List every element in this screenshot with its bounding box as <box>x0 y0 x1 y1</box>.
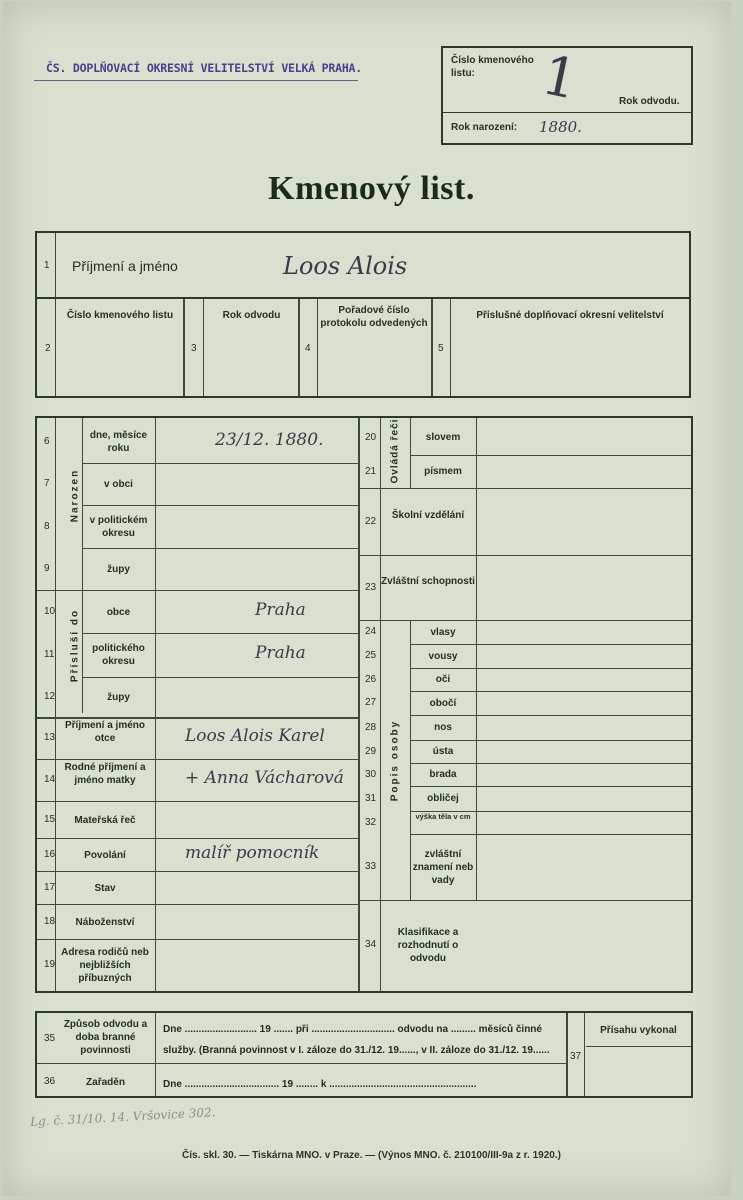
row-12-label: župy <box>107 692 130 703</box>
row-10-label: obce <box>106 606 131 618</box>
rok-odvodu-label: Rok odvodu. <box>619 96 680 107</box>
row-15-label: Mateřská řeč <box>74 814 136 826</box>
row-number: 24 <box>365 626 377 637</box>
row-28-label: nos <box>434 722 452 733</box>
row-26-label: oči <box>435 674 451 685</box>
velitelstvi-label: Příslušné doplňovací okresní velitelství <box>476 310 664 321</box>
row-32-label: výška těla v cm <box>415 811 471 821</box>
row-number: 9 <box>44 563 50 574</box>
row-6-value: 23/12. 1880. <box>215 429 324 450</box>
zarazen-label: Zařaděn <box>86 1077 125 1088</box>
r35-line2: služby. (Branná povinnost v I. záloze do 31./12. 19......, v II. záloze do 31./12. 19...... <box>163 1045 550 1056</box>
group-ovlada: Ovládá řeči <box>389 418 401 484</box>
row-number: 18 <box>44 915 56 927</box>
r35-line1: Dne .......................... 19 ....... při .............................. odvodu na ......... měsíců činné <box>163 1024 542 1035</box>
row-22-label: Školní vzdělání <box>391 509 465 521</box>
row-number: 12 <box>44 691 56 702</box>
footer-imprint: Čís. skl. 30. — Tiskárna MNO. v Praze. — (Výnos MNO. č. 210100/III-9a z r. 1920.) <box>182 1150 561 1161</box>
group-narozen: Narozen <box>69 468 81 523</box>
row-number: 28 <box>365 721 377 733</box>
row-number: 23 <box>365 581 377 593</box>
id-box <box>441 43 693 145</box>
row-7-label: v obci <box>104 479 133 490</box>
row-27-label: obočí <box>429 697 457 709</box>
row-16-label: Povolání <box>84 849 126 861</box>
cislo-label: Číslo kmenového listu: <box>451 55 534 79</box>
row-20-label: slovem <box>425 432 461 443</box>
row-34-label: Klasifikace a rozhodnutí o odvodu <box>397 926 459 964</box>
r36-line: Dne .................................. 19 ........ k ..................................................... <box>163 1079 477 1090</box>
document-title: Kmenový list. <box>268 170 475 207</box>
row-number: 13 <box>44 732 56 743</box>
row-number: 32 <box>365 816 377 828</box>
row-19-label: Adresa rodičů neb nejbližších příbuzných <box>61 946 149 984</box>
group-prislusi: Přísluší do <box>69 608 81 683</box>
row-11-label: politického okresu <box>92 643 145 667</box>
row-9-label: župy <box>107 564 130 575</box>
row-number: 34 <box>365 939 377 950</box>
row-number: 22 <box>365 515 377 527</box>
rok-narozeni-value: 1880. <box>539 118 582 136</box>
cislo-kmen-label: Číslo kmenového listu <box>66 310 174 321</box>
row-33-label: zvláštní znamení neb vady <box>412 848 474 886</box>
row-14-label: Rodné příjmení a jméno matky <box>64 762 146 786</box>
row-number: 19 <box>44 958 56 970</box>
row-number: 11 <box>44 649 55 660</box>
row-number: 16 <box>44 848 56 860</box>
zpusob-odvodu-label: Způsob odvodu a doba branné povinnosti <box>63 1019 148 1056</box>
name-value: Loos Alois <box>283 252 408 280</box>
row-30-label: brada <box>429 769 457 780</box>
row-number: 14 <box>44 774 56 785</box>
row-10-value: Praha <box>255 599 306 620</box>
row-29-label: ústa <box>432 746 454 757</box>
row-6-label: dne, měsíce roku <box>89 429 148 454</box>
row-number: 6 <box>44 435 50 447</box>
main-table <box>35 416 693 993</box>
row-number: 27 <box>365 697 377 708</box>
rok-odvodu-header: Rok odvodu <box>222 310 281 321</box>
row-number: 25 <box>365 650 377 661</box>
row-13-label: Příjmení a jméno otce <box>64 720 146 744</box>
row-31-label: obličej <box>427 793 459 804</box>
name-label: Příjmení a jméno <box>72 258 178 274</box>
row-number: 15 <box>44 813 56 825</box>
row-21-label: písmem <box>424 466 462 477</box>
row-16-value: malíř pomocník <box>185 842 320 863</box>
row-number: 30 <box>365 768 377 780</box>
row-17-label: Stav <box>94 882 116 894</box>
row-23-label: Zvláštní schopnosti <box>381 575 475 587</box>
row-13-value: Loos Alois Karel <box>185 726 325 746</box>
prisaha-label: Přísahu vykonal <box>600 1025 677 1036</box>
row-11-value: Praha <box>255 643 306 663</box>
row-number: 31 <box>365 792 377 804</box>
row-14-value: + Anna Vácharová <box>185 768 344 788</box>
rok-narozeni-label: Rok narození: <box>451 122 518 133</box>
row-18-label: Náboženství <box>75 916 135 928</box>
row-8-label: v politickém okresu <box>89 514 148 539</box>
row-number: 29 <box>365 745 377 757</box>
row-number: 8 <box>44 520 50 532</box>
row-number: 21 <box>365 465 377 477</box>
pencil-note: Lg. č. 31/10. 14. Vršovice 302. <box>29 1105 216 1129</box>
row-24-label: vlasy <box>430 626 456 638</box>
row-number: 26 <box>365 673 377 685</box>
row-number: 7 <box>44 478 50 489</box>
office-stamp: ČS. DOPLŇOVACÍ OKRESNÍ VELITELSTVÍ VELKÁ PRAHA. <box>34 56 358 81</box>
cislo-value: 1 <box>536 43 584 112</box>
group-popis: Popis osoby <box>389 719 401 802</box>
row-number: 20 <box>365 431 377 443</box>
row-number: 17 <box>44 881 56 893</box>
poradove-cislo-label: Pořadové číslo protokolu odvedených <box>320 305 428 329</box>
row-number: 10 <box>44 605 56 617</box>
row-25-label: vousy <box>428 650 458 662</box>
row-number: 33 <box>365 861 377 872</box>
